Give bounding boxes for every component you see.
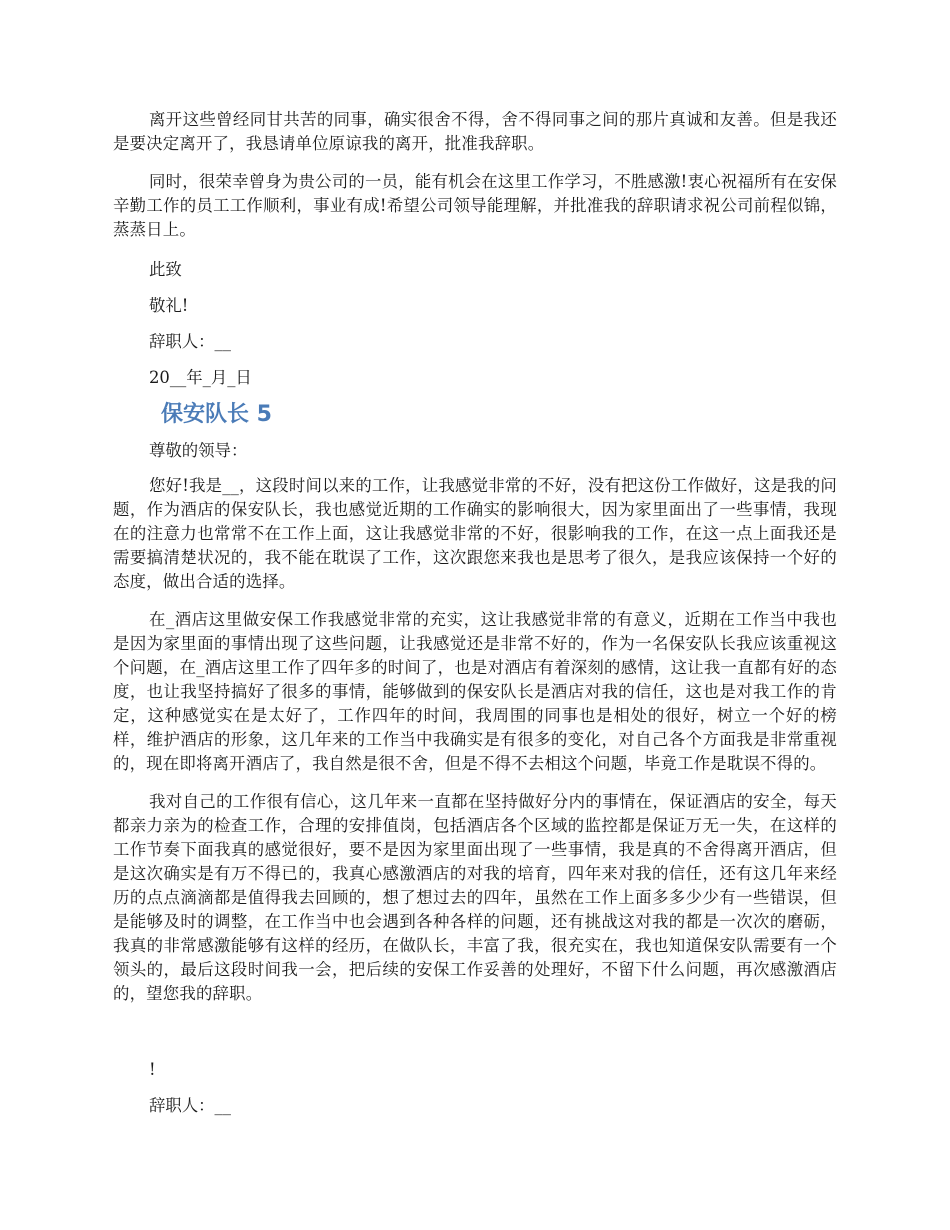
body-paragraph: 在_酒店这里做安保工作我感觉非常的充实，这让我感觉非常的有意义，近期在工作当中我也是因为家里面的事情出现了这些问题，让我感觉还是非常不好的，作为一名保安队长我应该重视这个问题，在_酒店这里工作了四年多的时间了，也是对酒店有着深刻的感情，这让我一直都有好的态度，也让我坚持搞好了很多的事情，能够做到的保安队长是酒店对我的信任，这也是对我工作的肯定，这种感觉实在是太好了，工作四年的时间，我周围的同事也是相处的很好，树立一个好的榜样，维护酒店的形象，这几年来的工作当中我确实是有很多的变化，对自己各个方面我是非常重视的，现在即将离开酒店了，我自然是很不舍，但是不得不去相这个问题，毕竟工作是耽误不得的。 <box>113 610 837 773</box>
paragraph-gratitude: 同时，很荣幸曾身为贵公司的一员，能有机会在这里工作学习，不胜感激!衷心祝福所有在安保辛勤工作的员工工作顺利，事业有成!希望公司领导能理解，并批准我的辞职请求祝公司前程似锦，蒸蒸日上。 <box>113 172 837 239</box>
closing-salutation: 此致 <box>149 260 182 279</box>
signer-line: 辞职人：__ <box>149 332 231 351</box>
exclamation-line: ! <box>149 1060 156 1079</box>
paragraph-leaving-colleagues: 离开这些曾经同甘共苦的同事，确实很舍不得，舍不得同事之间的那片真诚和友善。但是我还是要决定离开了，我恳请单位原谅我的离开，批准我辞职。 <box>113 110 837 153</box>
signer-line-bottom: 辞职人：__ <box>149 1096 231 1115</box>
body-paragraph: 您好!我是__，这段时间以来的工作，让我感觉非常的不好，没有把这份工作做好，这是我的问题，作为酒店的保安队长，我也感觉近期的工作确实的影响很大，因为家里面出了一些事情，我现在的注意力也常常不在工作上面，这让我感觉非常的不好，很影响我的工作，在这一点上面我还是需要搞清楚状况的，我不能在耽误了工作，这次跟您来我也是思考了很久，是我应该保持一个好的态度，做出合适的选择。 <box>113 476 837 591</box>
body-paragraph: 我对自己的工作很有信心，这几年来一直都在坚持做好分内的事情在，保证酒店的安全，每天都亲力亲为的检查工作，合理的安排值岗，包括酒店各个区域的监控都是保证万无一失，在这样的工作节奏下面我真的感觉很好，要不是因为家里面出现了一些事情，我是真的不舍得离开酒店，但是这次确实是有万不得已的，我真心感激酒店的对我的培育，四年来对我的信任，还有这几年来经历的点点滴滴都是值得我去回顾的，想了想过去的四年，虽然在工作上面多多少少有一些错误，但是能够及时的调整，在工作当中也会遇到各种各样的问题，还有挑战这对我的都是一次次的磨砺，我真的非常感激能够有这样的经历，在做队长，丰富了我，很充实在，我也知道保安队需要有一个领头的，最后这段时间我一会，把后续的安保工作妥善的处理好，不留下什么问题，再次感激酒店的，望您我的辞职。 <box>113 792 837 1003</box>
greeting: 尊敬的领导： <box>149 441 248 460</box>
document-page <box>113 108 837 1118</box>
closing-respect: 敬礼! <box>149 296 189 315</box>
section-heading: 保安队长 5 <box>161 402 272 427</box>
date-line: 20__年_月_日 <box>149 368 252 387</box>
